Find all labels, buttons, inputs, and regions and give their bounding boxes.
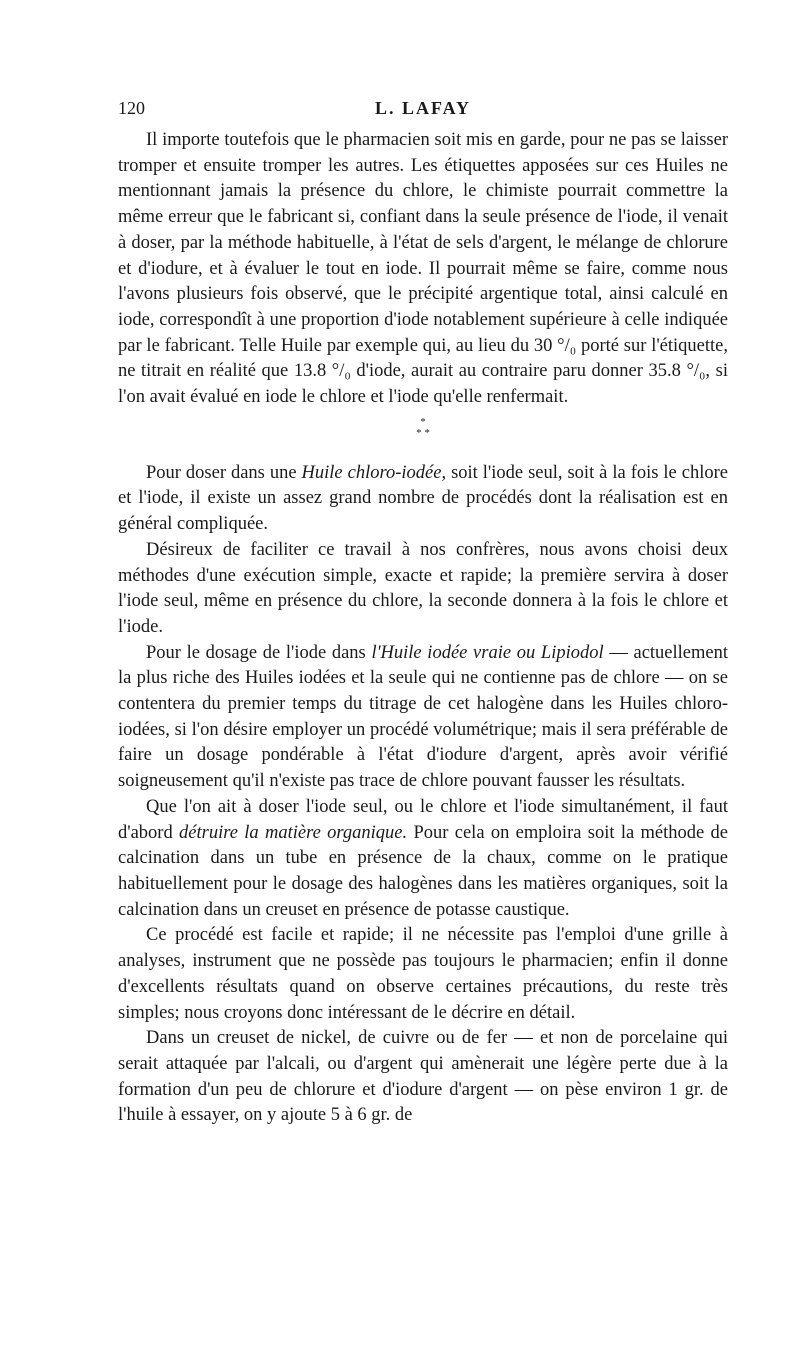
- paragraph: [118, 461, 728, 538]
- running-head: L. LAFAY: [374, 98, 471, 118]
- italic-run: l'Huile iodée vraie ou Lipiodol: [371, 642, 604, 663]
- page-header: [118, 98, 728, 124]
- italic-run: Huile chloro-iodée,: [301, 462, 447, 483]
- text-run: Pour doser dans une: [146, 462, 302, 483]
- text-run: soit l'iode seul, soit à la fois le chlore et l'iode, il existe un assez grand nombre de procédés dont la réalisation est en général compliquée.: [118, 462, 728, 535]
- paragraph: [118, 795, 728, 924]
- paragraph: Il importe toutefois que le pharmacien soit mis en garde, pour ne pas se laisser tromper et ensuite tromper les autres. Les étiquettes apposées sur ces Huiles ne mentionnant jamais la présence du chlore, le chimiste pourrait commettre la même erreur que le fabricant si, confiant dans la seule présence de l'iode, il venait à doser, par la méthode habituelle, à l'état de sels d'argent, le mélange de chlorure et d'iodure, et à évaluer le tout en iode. Il pourrait même se faire, comme nous l'avons plusieurs fois observé, que le précipité argentique total, ainsi calculé en iode, correspondît à une proportion d'iode notablement supérieure à celle indiquée par le fabricant. Telle Huile par exemple qui, au lieu du 30 °/₀ porté sur l'étiquette, ne titrait en réalité que 13.8 °/₀ d'iode, aurait au contraire paru donner 35.8 °/₀, si l'on avait évalué en iode le chlore et l'iode qu'elle renfermait.: [118, 130, 728, 408]
- paragraph: Désireux de faciliter ce travail à nos confrères, nous avons choisi deux méthodes d'une exécution simple, exacte et rapide; la première servira à doser l'iode seul, même en présence du chlore, la seconde donnera à la fois le chlore et l'iode.: [118, 539, 728, 637]
- asterism-top: *: [420, 415, 426, 428]
- page-number: 120: [118, 98, 145, 118]
- paragraph: Ce procédé est facile et rapide; il ne nécessite pas l'emploi d'une grille à analyses, instrument que ne possède pas toujours le pharmacien; enfin il donne d'excellents résultats quand on observe certaines précautions, du reste très simples; nous croyons donc intéressant de le décrire en détail.: [118, 925, 728, 1023]
- text-run: Pour cela on emploira soit la méthode de calcination dans un tube en présence de la chaux, comme on le pratique habituellement pour le dosage des halogènes dans les matières organiques, soit la calcination dans un creuset en présence de potasse caustique.: [118, 822, 728, 920]
- italic-run: détruire la matière organique.: [179, 822, 408, 843]
- text-run: Pour le dosage de l'iode dans: [146, 642, 372, 663]
- asterism: [118, 417, 728, 439]
- body-text: [118, 128, 728, 1129]
- text-run: — actuellement la plus riche des Huiles iodées et la seule qui ne contienne pas de chlore — on se contentera du premier temps du titrage de cet halogène dans les Huiles chloro-iodées, si l'on désire employer un procédé volumétrique; mais il sera préférable de faire un dosage pondérable à l'état d'iodure d'argent, après avoir vérifié soigneusement qu'il n'existe pas trace de chlore pouvant fausser les résultats.: [118, 642, 729, 792]
- paragraph: [118, 641, 728, 795]
- text-run: Que l'on ait à doser l'iode seul, ou le chlore et l'iode simultanément, il faut d'abord: [118, 796, 728, 843]
- asterism-bottom: * *: [416, 426, 430, 439]
- paragraph: Dans un creuset de nickel, de cuivre ou de fer — et non de porcelaine qui serait attaquée par l'alcali, ou d'argent qui amènerait une légère perte due à la formation d'un peu de chlorure et d'iodure d'argent — on pèse environ 1 gr. de l'huile à essayer, on y ajoute 5 à 6 gr. de: [118, 1028, 728, 1126]
